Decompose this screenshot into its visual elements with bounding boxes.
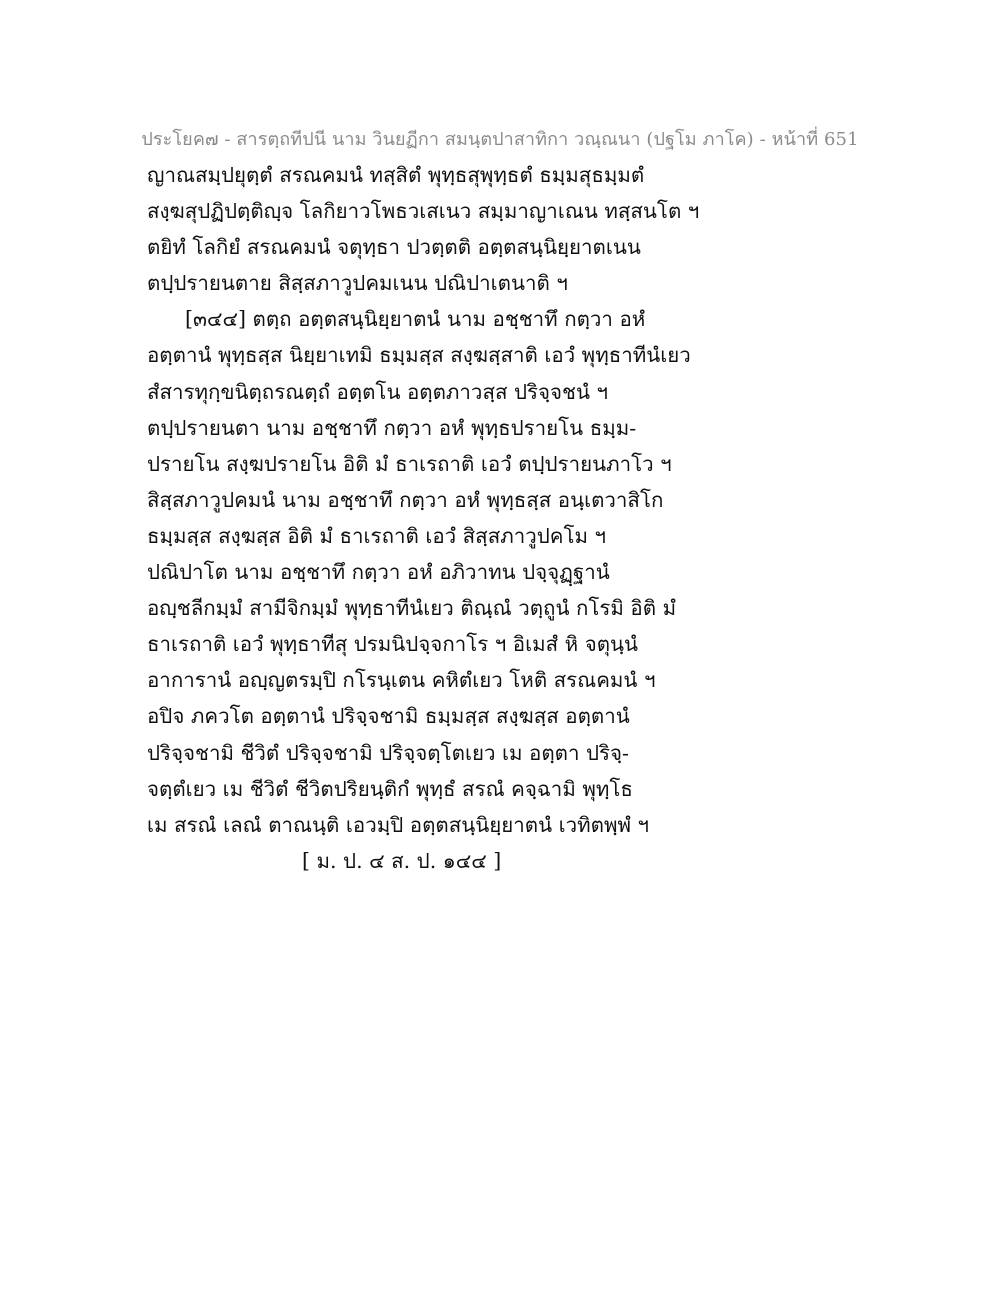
text-line-4: ตปฺปรายนตาย สิสฺสภาวูปคมเนน ปณิปาเตนาติ ฯ <box>147 271 568 296</box>
text-line-1: ญาณสมฺปยุตฺตํ สรณคมนํ ทสฺสิตํ พุทฺธสุพุทฺธตํ ธมฺมสุธมฺมตํ <box>147 163 645 187</box>
text-line-8: ตปฺปรายนตา นาม อชฺชาทึ กตฺวา อหํ พุทฺธปรายโน ธมฺม- <box>147 415 637 440</box>
page-header: ประโยค๗ - สารตฺถทีปนี นาม วินยฏีกา สมนฺตปาสาทิกา วณฺณนา (ปฐโม ภาโค) - หน้าที่ 651 <box>141 129 859 150</box>
text-line-11: ธมฺมสฺส สงฺฆสฺส อิติ มํ ธาเรถาติ เอวํ สิสฺสภาวูปคโม ฯ <box>147 523 607 548</box>
text-line-13: อญฺชลีกมฺมํ สามีจิกมฺมํ พุทฺธาทีนํเยว ติณฺณํ วตฺถูนํ กโรมิ อิติ มํ <box>147 596 677 621</box>
text-line-14: ธาเรถาติ เอวํ พุทฺธาทีสุ ปรมนิปจฺจกาโร ฯ อิเมสํ หิ จตุนฺนํ <box>147 632 639 657</box>
text-line-17: ปริจฺจชามิ ชีวิตํ ปริจฺจชามิ ปริจฺจตฺโตเยว เม อตฺตา ปริจฺ- <box>147 740 629 765</box>
text-line-2: สงฺฆสุปฏิปตฺติญฺจ โลกิยาวโพธวเสเนว สมฺมาญาเณน ทสฺสนโต ฯ <box>147 199 700 224</box>
text-line-3: ตยิทํ โลกิยํ สรณคมนํ จตุทฺธา ปวตฺตติ อตฺตสนฺนิยฺยาตเนน <box>147 235 641 260</box>
text-line-10: สิสฺสภาวูปคมนํ นาม อชฺชาทึ กตฺวา อหํ พุทฺธสฺส อนฺเตวาสิโก <box>147 487 664 512</box>
text-line-6: อตฺตานํ พุทฺธสฺส นิยฺยาเทมิ ธมฺมสฺส สงฺฆสฺสาติ เอวํ พุทฺธาทีนํเยว <box>147 343 691 368</box>
text-line-18: จตฺตํเยว เม ชีวิตํ ชีวิตปริยนฺติกํ พุทฺธํ สรณํ คจฺฉามิ พุทฺโธ <box>147 776 633 801</box>
body-text <box>147 157 847 879</box>
paragraph-start-line: [๓๔๔] ตตฺถ อตฺตสนฺนิยฺยาตนํ นาม อชฺชาทึ กตฺวา อหํ <box>185 307 646 332</box>
text-line-15: อาการานํ อญฺญตรมฺปิ กโรนฺเตน คหิตํเยว โหติ สรณคมนํ ฯ <box>147 668 656 693</box>
text-line-19: เม สรณํ เลณํ ตาณนฺติ เอวมฺปิ อตฺตสนฺนิยฺยาตนํ เวทิตพฺพํ ฯ <box>147 812 650 837</box>
text-line-9: ปรายโน สงฺฆปรายโน อิติ มํ ธาเรถาติ เอวํ ตปฺปรายนภาโว ฯ <box>147 451 672 476</box>
text-line-7: สํสารทุกฺขนิตฺถรณตฺถํ อตฺตโน อตฺตภาวสฺส ปริจฺจชนํ ฯ <box>147 379 608 404</box>
text-line-16: อปิจ ภควโต อตฺตานํ ปริจฺจชามิ ธมฺมสฺส สงฺฆสฺส อตฺตานํ <box>147 704 630 729</box>
reference-citation: [ ม. ป. ๔ ส. ป. ๑๔๔ ] <box>302 848 502 873</box>
text-line-12: ปณิปาโต นาม อชฺชาทึ กตฺวา อหํ อภิวาทน ปจฺจุฏฺฐานํ <box>147 560 610 585</box>
